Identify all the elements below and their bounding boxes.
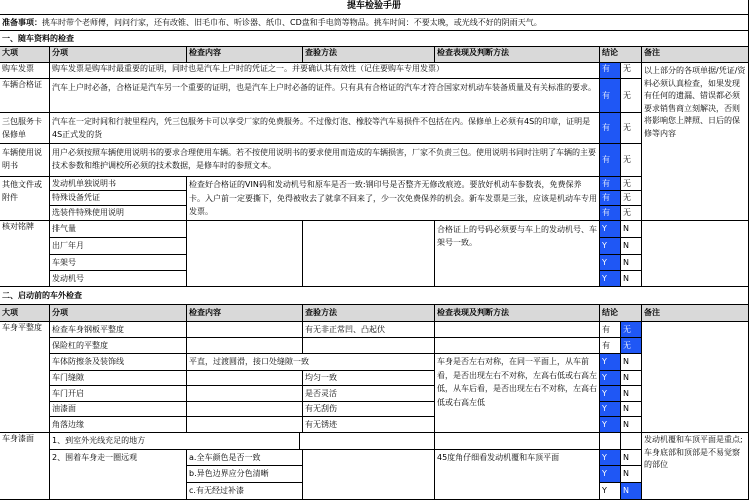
paint-item-0: a.全车颜色是否一致	[187, 450, 303, 466]
shuoming-result-you[interactable]: 有	[600, 144, 621, 177]
body-content-0	[187, 322, 303, 338]
paint-remark: 发动机覆和车顶平面是重点;车身底部和顶部是不易觉察的部位	[642, 433, 749, 500]
paint-3-Y[interactable]: Y	[600, 483, 621, 500]
sanbao-result-wu[interactable]: 无	[621, 113, 642, 144]
body-content-1	[187, 338, 303, 354]
paint-method	[303, 450, 435, 500]
shuoming-big: 车辆使用说明书	[0, 144, 50, 177]
s1-remark: 以上部分的各项单据/凭证/资料必须认真检查，如果发现有任何的遗漏、错误都必须要求销售商立刻解决，否则将影响您上牌照、日后的保修等内容	[642, 63, 749, 221]
s1-header-method: 查验方法	[303, 47, 435, 63]
body-3-N[interactable]: N	[621, 371, 642, 386]
s1-header-judge: 检查表现及判断方法	[435, 47, 600, 63]
body-5-Y[interactable]: Y	[600, 402, 621, 417]
nameplate-remark	[642, 221, 749, 287]
body-content-2: 平直，过渡圆滑，接口处缝隙一致	[187, 354, 435, 371]
paint-1-Y[interactable]: Y	[600, 450, 621, 466]
hege-big: 车辆合格证	[0, 79, 50, 113]
page-title: 提车检验手册	[0, 0, 749, 15]
s2-header-remark: 备注	[642, 305, 749, 322]
body-sub-0: 检查车身钢板平整度	[50, 322, 187, 338]
nameplate-content	[187, 221, 303, 287]
body-4-Y[interactable]: Y	[600, 386, 621, 402]
s1-header-big: 大项	[0, 47, 50, 63]
paint-content-0	[300, 433, 435, 450]
body-judge-1	[435, 338, 600, 354]
body-sub-5: 油漆面	[50, 402, 187, 417]
paint-2-N[interactable]: N	[621, 466, 642, 483]
body-3-Y[interactable]: Y	[600, 371, 621, 386]
other-0-result-you[interactable]: 有	[600, 177, 621, 191]
nameplate-2-Y[interactable]: Y	[600, 255, 621, 271]
shuoming-result-wu[interactable]: 无	[621, 144, 642, 177]
fapiao-result-you[interactable]: 有	[600, 63, 621, 79]
nameplate-0-Y[interactable]: Y	[600, 221, 621, 238]
s2-header-judge: 检查表现及判断方法	[435, 305, 600, 322]
paint-judge: 45度角仔细看发动机覆和车顶平面	[435, 450, 600, 500]
nameplate-item-1: 出厂年月	[50, 238, 187, 255]
paint-0-result-b[interactable]	[621, 433, 642, 450]
body-content-6	[187, 417, 303, 433]
body-judge: 车身是否左右对称，在同一平面上，从车前看，是否出现左右不对称，左高右低或右高左低，从车后看，是否出现左右不对称，左高右低或右高左低	[435, 354, 600, 433]
body-method-4: 是否灵活	[303, 386, 435, 402]
hege-result-you[interactable]: 有	[600, 79, 621, 113]
sanbao-result-you[interactable]: 有	[600, 113, 621, 144]
nameplate-1-N[interactable]: N	[621, 238, 642, 255]
sanbao-big: 三包服务卡保修单	[0, 113, 50, 144]
fapiao-result-wu[interactable]: 无	[621, 63, 642, 79]
body-content-3	[187, 371, 303, 386]
s2-header-sub: 分项	[50, 305, 187, 322]
nameplate-3-Y[interactable]: Y	[600, 271, 621, 287]
other-content: 检查好合格证的VIN码和发动机号和原车是否一致:钢印号是否整齐无修改痕迹。要放好机动车参数表，免费保养卡。入户前一定要撕下，免得被收去了就拿不回来了，少一次免费保养的机会。新车发票是三张，应该是机动车专用发票。	[187, 177, 600, 221]
nameplate-method	[303, 221, 435, 287]
body-2-Y[interactable]: Y	[600, 354, 621, 371]
nameplate-3-N[interactable]: N	[621, 271, 642, 287]
paint-sub-1: 2、围着车身走一圈远观	[50, 450, 187, 500]
paint-3-N[interactable]: N	[621, 483, 642, 500]
other-big: 其他文件或附件	[0, 177, 50, 221]
other-item-2: 选装件特殊使用说明	[50, 206, 187, 221]
s1-header-result: 结论	[600, 47, 642, 63]
paint-0-result-a[interactable]	[600, 433, 621, 450]
body-content-4	[187, 386, 303, 402]
nameplate-2-N[interactable]: N	[621, 255, 642, 271]
prep-row	[0, 15, 749, 31]
s1-header-content: 检查内容	[187, 47, 303, 63]
paint-item-2: c.有无经过补漆	[187, 483, 303, 500]
nameplate-item-0: 排气量	[50, 221, 187, 238]
paint-sub-0: 1、到室外光线充足的地方	[50, 433, 300, 450]
body-sub-4: 车门开启	[50, 386, 187, 402]
sanbao-sub: 汽车在一定时间和行驶里程内，凭三包服务卡可以享受厂家的免费服务。不过像灯泡、橡胶等汽车易损件不包括在内。保修单上必须有4S的印章，证明是4S正式发的货	[50, 113, 600, 144]
hege-result-wu[interactable]: 无	[621, 79, 642, 113]
other-item-1: 特殊设备凭证	[50, 191, 187, 206]
fapiao-sub: 购车发票是购车时最重要的证明，同时也是汽车上户时的凭证之一。并要确认其有效性（记住要购车专用发票）	[50, 63, 600, 79]
nameplate-1-Y[interactable]: Y	[600, 238, 621, 255]
s2-header-big: 大项	[0, 305, 50, 322]
other-2-result-wu[interactable]: 无	[621, 206, 642, 221]
body-content-5	[187, 402, 303, 417]
body-2-N[interactable]: N	[621, 354, 642, 371]
body-0-result-wu[interactable]: 无	[621, 322, 642, 338]
paint-big: 车身漆面	[0, 433, 50, 500]
shuoming-sub: 用户必须按照车辆使用说明书的要求合理使用车辆。若不按使用说明书的要求使用而造成的车辆损害，厂家不负责三包。使用说明书同时注明了车辆的主要技术参数和维护调校所必须的技术数据，是修车时的参照文本。	[50, 144, 600, 177]
body-sub-3: 车门缝隙	[50, 371, 187, 386]
body-judge-0	[435, 322, 600, 338]
body-method-3: 均匀一致	[303, 371, 435, 386]
body-5-N[interactable]: N	[621, 402, 642, 417]
body-0-result-you[interactable]: 有	[600, 322, 621, 338]
s2-header-method: 查验方法	[303, 305, 435, 322]
body-6-N[interactable]: N	[621, 417, 642, 433]
nameplate-item-3: 发动机号	[50, 271, 187, 287]
body-1-result-wu[interactable]: 无	[621, 338, 642, 354]
other-0-result-wu[interactable]: 无	[621, 177, 642, 191]
s1-header-sub: 分项	[50, 47, 187, 63]
body-sub-1: 保险杠的平整度	[50, 338, 187, 354]
nameplate-judge: 合格证上的号码必须要与车上的发动机号、车架号一致。	[435, 221, 600, 287]
body-method-1	[303, 338, 435, 354]
body-method-5: 有无刮伤	[303, 402, 435, 417]
s2-header-result: 结论	[600, 305, 642, 322]
prep-text: 挑车时带个老师傅，问问行家，还有改锥、旧毛巾布、听诊器、纸巾、CD盘和手电筒等物品。挑车时间：不要太晚，或光线不好的阴雨天气。	[42, 18, 542, 27]
body-6-Y[interactable]: Y	[600, 417, 621, 433]
s2-header-content: 检查内容	[187, 305, 303, 322]
body-4-N[interactable]: N	[621, 386, 642, 402]
body-sub-2: 车体防擦条及装饰线	[50, 354, 187, 371]
other-item-0: 发动机单独说明书	[50, 177, 187, 191]
other-1-result-you[interactable]: 有	[600, 191, 621, 206]
nameplate-0-N[interactable]: N	[621, 221, 642, 238]
nameplate-big: 核对铭牌	[0, 221, 50, 287]
paint-1-N[interactable]: N	[621, 450, 642, 466]
section2-title: 二、启动前的车外检查	[0, 287, 749, 305]
paint-judge-0	[435, 433, 600, 450]
hege-sub: 汽车上户时必备，合格证是汽车另一个重要的证明，也是汽车上户时必备的证件。只有具有合格证的汽车才符合国家对机动车装备质量及有关标准的要求。	[50, 79, 600, 113]
body-1-result-you[interactable]: 有	[600, 338, 621, 354]
prep-label: 准备事项：	[2, 18, 42, 27]
fapiao-big: 购车发票	[0, 63, 50, 79]
other-1-result-wu[interactable]: 无	[621, 191, 642, 206]
other-2-result-you[interactable]: 有	[600, 206, 621, 221]
body-sub-6: 角落边缘	[50, 417, 187, 433]
paint-item-1: b.异色边界应分色清晰	[187, 466, 303, 483]
body-big: 车身平整度	[0, 322, 50, 433]
paint-2-Y[interactable]: Y	[600, 466, 621, 483]
body-method-6: 有无锈迹	[303, 417, 435, 433]
s1-header-remark: 备注	[642, 47, 749, 63]
body-method-0: 有无非正常凹、凸起伏	[303, 322, 435, 338]
section1-title: 一、随车资料的检查	[0, 31, 749, 47]
nameplate-item-2: 车架号	[50, 255, 187, 271]
body-remark	[642, 322, 749, 433]
